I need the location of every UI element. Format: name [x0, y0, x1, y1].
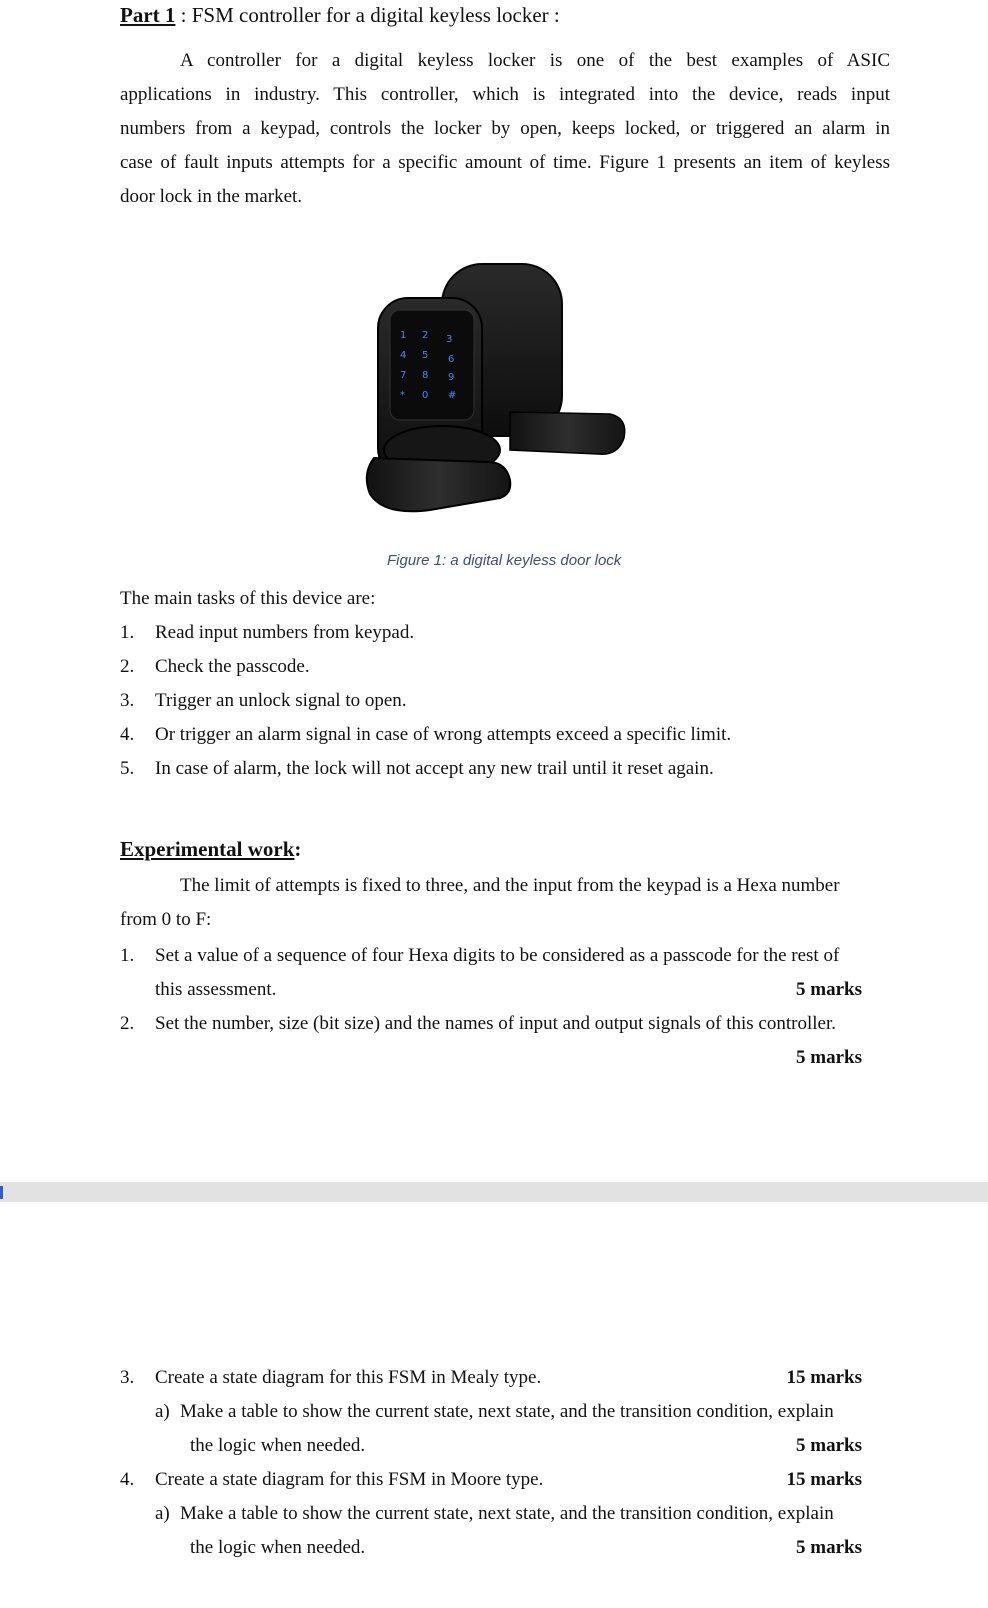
key-6: 6 — [448, 354, 455, 365]
part-label: Part 1 — [120, 3, 176, 27]
part-title-text: : FSM controller for a digital keyless locker : — [175, 3, 560, 27]
key-8: 8 — [422, 370, 429, 381]
question-4-num: 4. — [120, 1469, 135, 1490]
question-3a-text-cont: the logic when needed. — [190, 1435, 366, 1456]
key-7: 7 — [400, 370, 407, 381]
intro-line-2: applications in industry. This controller, which is integrated into the device, reads input — [120, 84, 890, 105]
key-9: 9 — [448, 372, 455, 383]
question-1-marks: 5 marks — [796, 979, 862, 1000]
task-5-text: In case of alarm, the lock will not accept any new trail until it reset again. — [155, 758, 714, 779]
key-0: 0 — [422, 390, 429, 401]
key-2: 2 — [422, 330, 429, 341]
question-3-text: Create a state diagram for this FSM in Mealy type. — [155, 1367, 542, 1388]
cursor-marker — [0, 1186, 3, 1199]
task-4-text: Or trigger an alarm signal in case of wrong attempts exceed a specific limit. — [155, 724, 732, 745]
key-4: 4 — [400, 350, 407, 361]
key-star: * — [400, 390, 405, 401]
key-1: 1 — [400, 330, 407, 341]
experimental-heading-text: Experimental work — [120, 837, 295, 861]
question-2-text: Set the number, size (bit size) and the names of input and output signals of this controller. — [155, 1013, 836, 1034]
key-5: 5 — [422, 350, 429, 361]
task-4-num: 4. — [120, 724, 135, 745]
task-2-num: 2. — [120, 656, 135, 677]
intro-line-5: door lock in the market. — [120, 186, 303, 207]
task-5-num: 5. — [120, 758, 135, 779]
question-4a-label: a) — [155, 1503, 170, 1524]
question-1-text-cont: this assessment. — [155, 979, 277, 1000]
question-1-num: 1. — [120, 945, 135, 966]
experimental-heading-colon: : — [294, 837, 302, 861]
question-3a-label: a) — [155, 1401, 170, 1422]
experimental-line-2: from 0 to F: — [120, 909, 212, 930]
question-1-text: Set a value of a sequence of four Hexa digits to be considered as a passcode for the rest of — [155, 945, 840, 966]
question-4-marks: 15 marks — [786, 1469, 862, 1490]
question-2-marks: 5 marks — [796, 1047, 862, 1068]
question-3-num: 3. — [120, 1367, 135, 1388]
task-1-num: 1. — [120, 622, 135, 643]
question-2-num: 2. — [120, 1013, 135, 1034]
part-title — [120, 2, 560, 28]
task-3-num: 3. — [120, 690, 135, 711]
question-3-marks: 15 marks — [786, 1367, 862, 1388]
tasks-intro: The main tasks of this device are: — [120, 588, 376, 609]
question-4a-text-cont: the logic when needed. — [190, 1537, 366, 1558]
intro-line-4: case of fault inputs attempts for a specific amount of time. Figure 1 presents an item of keyless — [120, 152, 890, 173]
intro-line-3: numbers from a keypad, controls the locker by open, keeps locked, or triggered an alarm in — [120, 118, 890, 139]
key-3: 3 — [446, 334, 453, 345]
experimental-line-1: The limit of attempts is fixed to three, and the input from the keypad is a Hexa number — [180, 875, 840, 896]
figure-caption: Figure 1: a digital keyless door lock — [387, 552, 622, 569]
question-4-text: Create a state diagram for this FSM in Moore type. — [155, 1469, 544, 1490]
task-2-text: Check the passcode. — [155, 656, 310, 677]
question-4a-text: Make a table to show the current state, next state, and the transition condition, explain — [180, 1503, 834, 1524]
question-3a-marks: 5 marks — [796, 1435, 862, 1456]
question-3a-text: Make a table to show the current state, next state, and the transition condition, explain — [180, 1401, 834, 1422]
task-3-text: Trigger an unlock signal to open. — [155, 690, 407, 711]
question-4a-marks: 5 marks — [796, 1537, 862, 1558]
experimental-heading — [120, 836, 301, 862]
task-1-text: Read input numbers from keypad. — [155, 622, 415, 643]
key-hash: # — [448, 390, 457, 401]
intro-line-1: A controller for a digital keyless locker is one of the best examples of ASIC — [180, 50, 890, 71]
page-divider — [0, 1182, 988, 1202]
